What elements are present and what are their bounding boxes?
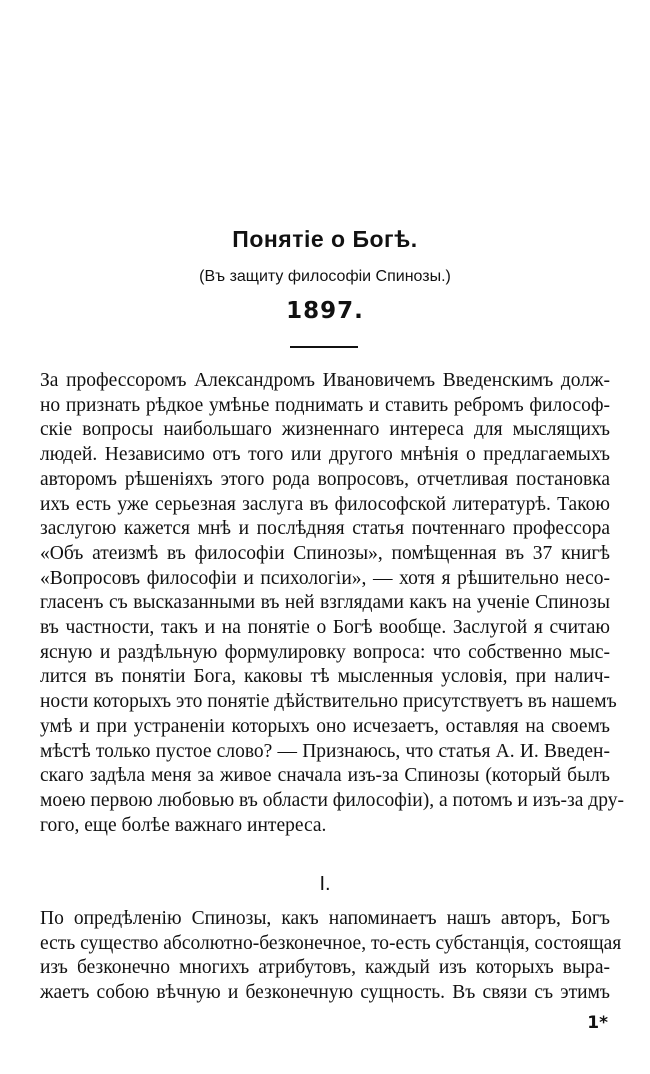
page-title: Понятіе о Богѣ. bbox=[232, 226, 418, 252]
text-line: ихъ есть уже серьезная заслуга въ философской литературѣ. Такою bbox=[40, 493, 610, 515]
text-line: гого, еще болѣе важнаго интереса. bbox=[40, 814, 327, 836]
text-line: но признать рѣдкое умѣнье поднимать и ставить ребромъ философ- bbox=[40, 394, 610, 416]
page-number: 1* bbox=[587, 1013, 608, 1033]
text-line: ясную и раздѣльную формулировку вопроса: что собственно мыс- bbox=[40, 641, 610, 663]
text-line: ности которыхъ это понятіе дѣйствительно присутствуетъ въ нашемъ bbox=[40, 691, 617, 713]
text-line: скаго задѣла меня за живое сначала изъ-за Спинозы (который былъ bbox=[40, 765, 610, 787]
text-line: По опредѣленію Спинозы, какъ напоминаетъ нашъ авторъ, Богъ bbox=[40, 908, 610, 929]
text-line: моею первою любовью въ области философіи), а потомъ и изъ-за дру- bbox=[40, 789, 624, 811]
text-line: лится въ понятіи Бога, каковы тѣ мысленныя условія, при налич- bbox=[40, 666, 610, 688]
text-line: мѣстѣ только пустое слово? — Признаюсь, что статья А. И. Введен- bbox=[40, 740, 610, 762]
subtitle: (Въ защиту философіи Спинозы.) bbox=[199, 268, 451, 285]
text-line: умѣ и при устраненіи которыхъ оно исчезаетъ, оставляя на своемъ bbox=[40, 715, 610, 737]
paragraph-1 bbox=[40, 369, 624, 838]
year: 1897. bbox=[286, 298, 364, 324]
text-line: жаетъ собою вѣчную и безконечную сущность. Въ связи съ этимъ bbox=[40, 982, 610, 1004]
text-line: изъ безконечно многихъ атрибутовъ, каждый изъ которыхъ выра- bbox=[40, 957, 610, 979]
text-line: «Объ атеизмѣ въ философіи Спинозы», помѣщенная въ 37 книгѣ bbox=[40, 542, 610, 564]
text-line: авторомъ рѣшеніяхъ этого рода вопросовъ, отчетливая постановка bbox=[40, 468, 610, 490]
text-line: въ частности, такъ и на понятіе о Богѣ вообще. Заслугой я считаю bbox=[40, 617, 610, 639]
paragraph-2 bbox=[40, 907, 622, 1006]
text-line: заслугою кажется мнѣ и послѣдняя статья почтеннаго профессора bbox=[40, 518, 610, 540]
text-line: гласенъ съ высказанными въ ней взглядами какъ на ученіе Спинозы bbox=[40, 592, 610, 614]
title-divider bbox=[290, 346, 358, 348]
text-line: «Вопросовъ философіи и психологіи», — хотя я рѣшительно несо- bbox=[40, 567, 610, 589]
section-heading: I. bbox=[319, 873, 331, 895]
text-line: есть существо абсолютно-безконечное, то-есть субстанція, состоящая bbox=[40, 932, 622, 954]
text-line: За профессоромъ Александромъ Ивановичемъ Введенскимъ долж- bbox=[40, 370, 610, 391]
text-line: людей. Независимо отъ того или другого мнѣнія о предлагаемыхъ bbox=[40, 444, 610, 466]
text-line: скіе вопросы наибольшаго жизненнаго интереса для мыслящихъ bbox=[40, 419, 610, 441]
